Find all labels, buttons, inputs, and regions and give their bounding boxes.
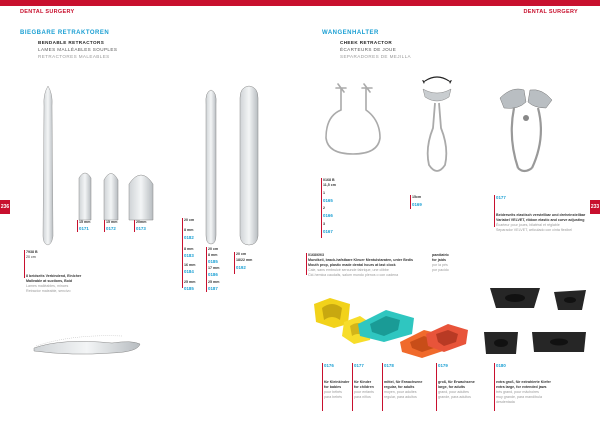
retractor1-code: 0168 B <box>323 178 335 182</box>
product4-en: large, for adults <box>438 385 465 389</box>
spatula-small-image <box>78 170 92 220</box>
retractor1-n3-text: 3 <box>323 222 325 226</box>
wire-cheek-retractor-image <box>318 80 388 160</box>
spatula-caption-3 <box>136 220 146 225</box>
product4-es: grande, para adultos <box>438 395 471 399</box>
col2-code-c: 0187 <box>208 286 218 291</box>
right-section-title: WANGENHALTER <box>322 30 379 36</box>
retractor1-n2 <box>323 206 325 211</box>
col1-code-a: 0182 <box>184 235 194 240</box>
product3-desc <box>384 380 422 400</box>
spatula-caption-2 <box>106 220 117 225</box>
main-caption <box>26 250 38 260</box>
col2-size-a <box>208 247 218 252</box>
spatula-tick-3 <box>134 220 135 232</box>
retractor3-desc-de: Beiderseits elastisch verstellbar und dreheinstellbar <box>496 213 586 217</box>
spatula-size-1: 15 mm <box>79 220 91 224</box>
col1-sub-a <box>184 228 193 233</box>
col2-tick <box>206 247 207 292</box>
retractor3-desc <box>496 213 585 233</box>
main-caption-desc <box>26 274 81 294</box>
left-header-bar <box>0 0 300 6</box>
retractor1-n2-text: 2 <box>323 206 325 210</box>
retractor3-desc-en: Variabel VELVET, ribbon elastic and curve adjusting <box>496 218 585 222</box>
product5-tick <box>494 363 495 411</box>
col1-size-d-text: 25 mm <box>184 280 196 284</box>
subtitle-es: RETRACTORES MALEABLES <box>38 54 110 59</box>
col2-code-a: 0185 <box>208 259 218 264</box>
product3-es: regular, para adultos <box>384 395 417 399</box>
col2-sub-a <box>208 253 217 258</box>
retractor3-desc-es: Separador VELVET, articulado con cinta flexibel <box>496 228 573 232</box>
paediatric-line-3: por la pés <box>432 263 448 267</box>
product1-tick <box>322 363 323 411</box>
col1-size-c <box>184 263 195 268</box>
spatula-caption-1 <box>79 220 90 225</box>
product2-tick <box>352 363 353 411</box>
retractor1-code-1: 0165 <box>323 198 333 203</box>
product3-de: mittel, für Erwachsene <box>384 380 423 384</box>
silicone-pad-small-image <box>552 288 588 312</box>
retractor2-tick <box>410 195 411 209</box>
spatula-size-3: 20mm <box>136 220 147 224</box>
right-header-bar <box>300 0 600 6</box>
subtitle-es: SEPARADORES DE MEJILLA <box>340 54 412 59</box>
left-section-title: BIEGBARE RETRAKTOREN <box>20 30 110 36</box>
product2-fr: pour enfants <box>354 390 374 394</box>
retractor3-desc-fr: Écarteur pour joues, bilatéral et réglable <box>496 223 560 227</box>
col1-code-b: 0183 <box>184 253 194 258</box>
product3-code: 0178 <box>384 363 394 368</box>
product3-en: regular, for adults <box>384 385 415 389</box>
subtitle-fr: LAMES MALLÉABLES SOUPLES <box>38 47 118 52</box>
right-page-number: 233 <box>590 200 600 214</box>
paediatric-line-1: paediatric <box>432 253 449 257</box>
col2-sub-a-text: 8 mm <box>208 253 218 257</box>
retractor2-size <box>412 195 421 200</box>
col1-code-c: 0184 <box>184 269 194 274</box>
product4-desc <box>438 380 475 400</box>
main-caption-tick <box>24 250 25 278</box>
col2-size-c-text: 25 mm <box>208 280 220 284</box>
col3-sub-a-text: 18/22 mm <box>236 258 253 262</box>
col1-size-b-text: 8 mm <box>184 247 194 251</box>
retractor1-n1 <box>323 191 325 196</box>
col2-size-b-text: 17 mm <box>208 266 220 270</box>
desc-de: 8 beidseits Verbindend, Einlcher <box>26 274 82 278</box>
product5-es2: desdentada <box>496 400 515 404</box>
retractor1-n3 <box>323 222 325 227</box>
mouth-prop-red-image <box>424 318 470 352</box>
retractor1-code-3: 0167 <box>323 229 333 234</box>
retractor2-code: 0169 <box>412 202 422 207</box>
rotating-cheek-retractor-image <box>415 73 460 178</box>
subtitle-en: CHEEK RETRACTOR <box>340 40 393 45</box>
flat-retractor-image <box>32 326 142 360</box>
product5-code: 0180 <box>496 363 506 368</box>
narrow-retractor-image <box>204 90 218 245</box>
col2-size-a-text: 20 cm <box>208 247 219 251</box>
main-caption-size: 20 cm <box>26 255 36 259</box>
retractor1-size: 11,5 cm <box>323 183 336 187</box>
product3-tick <box>382 363 383 411</box>
paediatric-line-2: for jaids <box>432 258 446 262</box>
long-retractor-image <box>38 86 58 246</box>
col2-size-c <box>208 280 219 285</box>
spatula-medium-image <box>103 170 119 220</box>
col1-size-b <box>184 247 193 252</box>
retractor1-n1-text: 1 <box>323 191 325 195</box>
bite-caption <box>308 253 413 278</box>
wide-retractor-image <box>238 86 260 246</box>
right-subtitle <box>340 39 411 60</box>
col3-size-a <box>236 252 246 257</box>
product1-fr: pour bébés <box>324 390 342 394</box>
bite-caption-de: Mundkeil, brack-hafstbare Kleuer Mentulstaraten, unter Bedis <box>308 258 414 262</box>
retractor2-size-text: 15cm <box>412 195 422 199</box>
col3-sub-a <box>236 258 252 263</box>
desc-es: Retractor maleable, sencivo <box>26 289 71 293</box>
spatula-code-2: 0172 <box>106 226 116 231</box>
product2-desc <box>354 380 374 400</box>
retractor3-code: 0177 <box>496 195 506 200</box>
desc-en: Malleable at suctions, Boid <box>26 279 73 283</box>
product2-en: for children <box>354 385 374 389</box>
left-header: DENTAL SURGERY <box>20 9 75 15</box>
product5-es: muy grande, para mandíbula <box>496 395 542 399</box>
product2-code: 0177 <box>354 363 364 368</box>
product4-de: groß, für Erwachsene <box>438 380 475 384</box>
col1-size-a <box>184 218 194 223</box>
bite-caption-fr: Cale, sans embrulcé sercunde fabrique, une clibbe <box>308 268 389 272</box>
col1-size-a-text: 20 cm <box>184 218 195 222</box>
spatula-size-2: 15 mm <box>106 220 118 224</box>
product2-es: para niños <box>354 395 371 399</box>
product4-fr: grand, pour adultes <box>438 390 469 394</box>
col2-size-b <box>208 266 219 271</box>
col3-size-a-text: 20 cm <box>236 252 247 256</box>
silicone-pad-large-image <box>486 284 544 310</box>
product1-es: para bebés <box>324 395 342 399</box>
subtitle-en: BENDABLE RETRACTORS <box>38 40 105 45</box>
bite-caption-tick <box>306 253 307 275</box>
main-caption-code: 7938 B <box>26 250 38 254</box>
product1-en: for babies <box>324 385 342 389</box>
bite-caption-code: 0168/69/3 <box>308 253 324 257</box>
product2-de: für Kinder <box>354 380 372 384</box>
silicone-pad-wide-image <box>482 328 520 356</box>
spatula-large-image <box>128 170 154 220</box>
retractor1-code-2: 0166 <box>323 213 333 218</box>
product3-fr: moyen, pour adultes <box>384 390 417 394</box>
product1-desc <box>324 380 349 400</box>
spatula-tick-2 <box>104 220 105 232</box>
bite-caption-en: Mouth prop, plastic made dental hours at last clock <box>308 263 396 267</box>
paediatric-caption <box>432 253 449 273</box>
left-page-number: 236 <box>0 200 10 214</box>
subtitle-fr: ÉCARTEURS DE JOUE <box>340 47 397 52</box>
col3-tick <box>234 252 235 274</box>
spatula-tick-1 <box>77 220 78 232</box>
spatula-code-3: 0173 <box>136 226 146 231</box>
right-header: DENTAL SURGERY <box>523 9 578 15</box>
retractor1-tick <box>321 178 322 238</box>
product4-tick <box>436 363 437 411</box>
spatula-code-1: 0171 <box>79 226 89 231</box>
silicone-pad-long-image <box>530 328 588 354</box>
product1-code: 0176 <box>324 363 334 368</box>
product4-code: 0179 <box>438 363 448 368</box>
col2-code-b: 0186 <box>208 272 218 277</box>
col1-tick <box>182 218 183 288</box>
product1-de: für Kleinkinder <box>324 380 350 384</box>
retractor3-tick <box>494 195 495 227</box>
desc-fr: Lames malléables, minces <box>26 284 69 288</box>
left-subtitle <box>38 39 117 60</box>
col1-code-d: 0185 <box>184 286 194 291</box>
paediatric-line-4: por pacido <box>432 268 449 272</box>
product5-desc <box>496 380 551 405</box>
col1-size-d <box>184 280 195 285</box>
col3-code-a: 0192 <box>236 265 246 270</box>
retractor1-caption <box>323 178 336 188</box>
col1-sub-a-text: 8 mm <box>184 228 194 232</box>
col1-size-c-text: 16 mm <box>184 263 196 267</box>
articulated-retractor-image <box>490 78 560 178</box>
product5-de: extra groß, für extrahierte Kiefer <box>496 380 551 384</box>
product5-en: extra large, for extended jaws <box>496 385 547 389</box>
bite-caption-es: Cid-hemica caudalis, salum mundo plenos o con cadena <box>308 273 399 277</box>
product5-fr: très grand, pour mâchoires <box>496 390 539 394</box>
